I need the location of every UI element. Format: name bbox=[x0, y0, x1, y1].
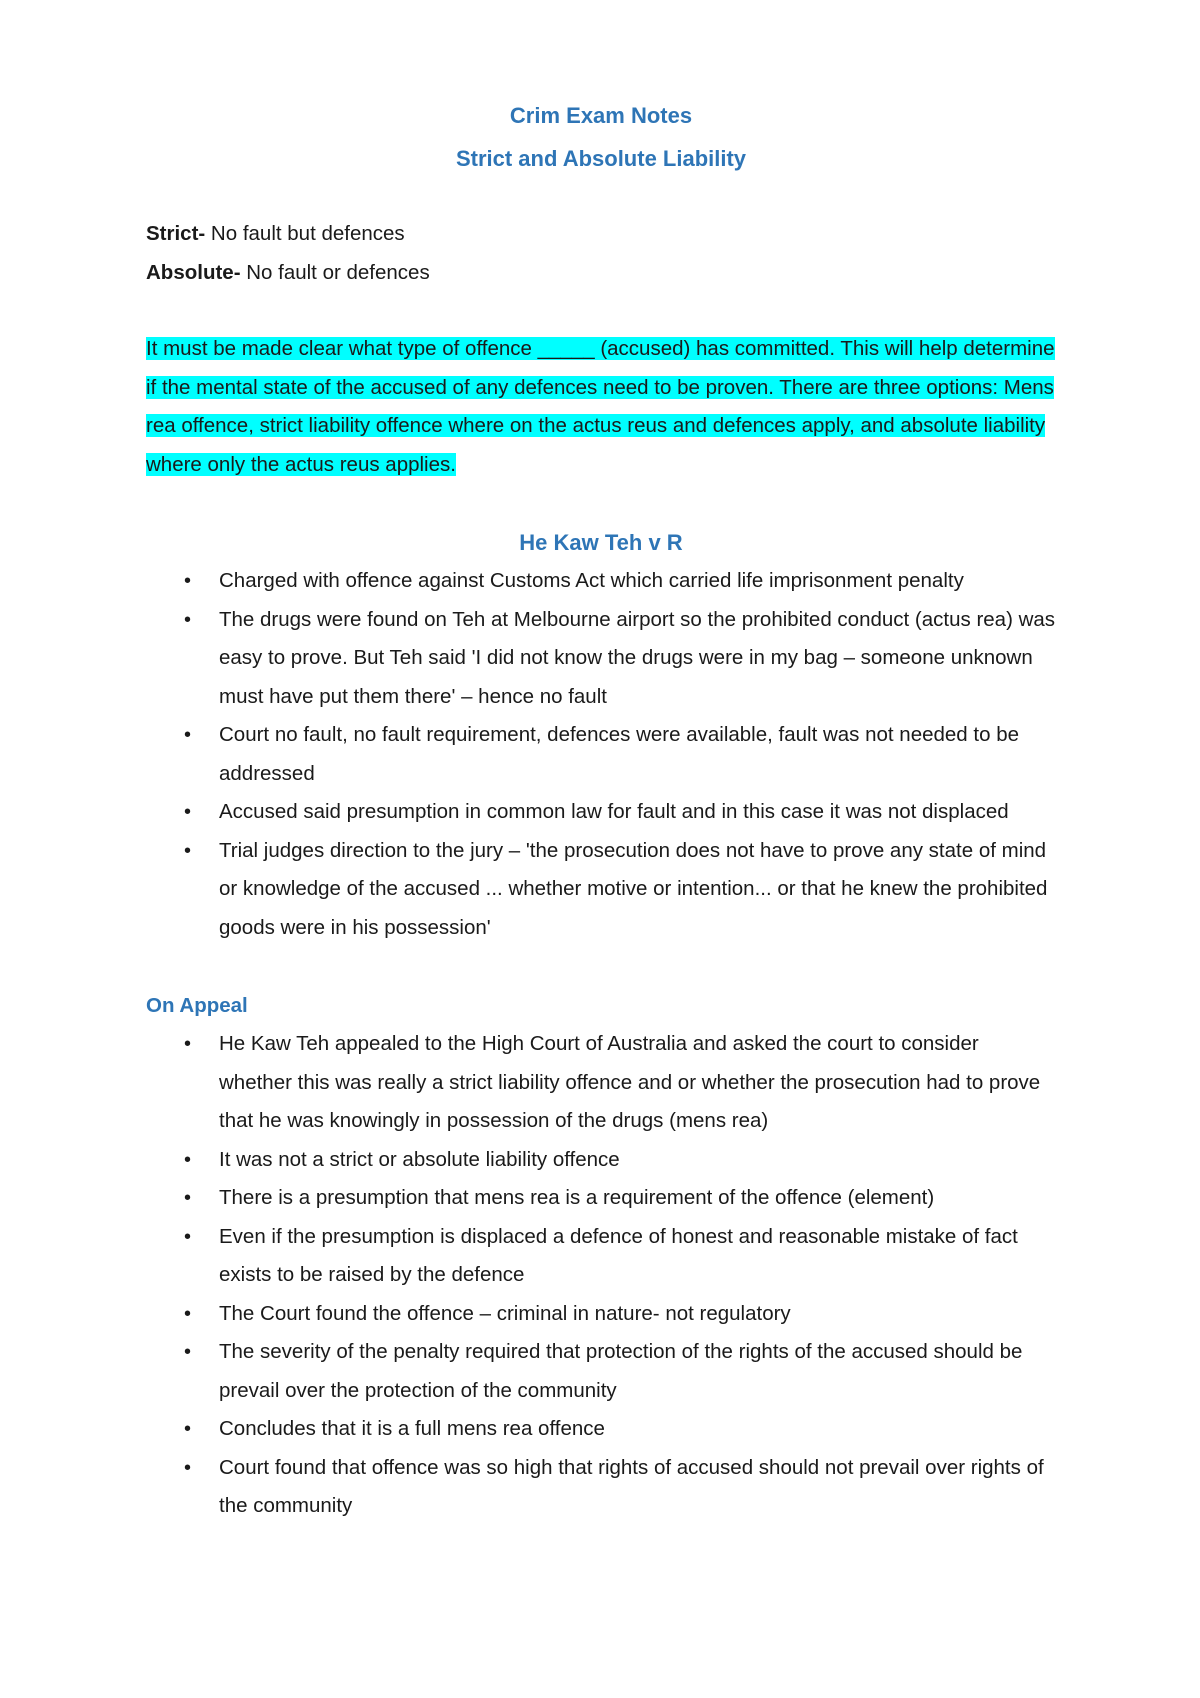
list-item bbox=[146, 601, 1056, 717]
list-item-text: The severity of the penalty required that protection of the rights of the accused should be prevail over the protection of the community bbox=[219, 1340, 1023, 1402]
list-item bbox=[146, 793, 1056, 832]
list-item bbox=[146, 1179, 1056, 1218]
bullet-icon: • bbox=[184, 608, 192, 631]
bullet-icon: • bbox=[184, 570, 192, 592]
list-item-text: It was not a strict or absolute liability offence bbox=[219, 1147, 620, 1171]
list-item-text: Court no fault, no fault requirement, defences were available, fault was not needed to be addressed bbox=[219, 723, 1020, 785]
list-item bbox=[146, 1333, 1056, 1410]
highlighted-text: It must be made clear what type of offence _____ (accused) has committed. This will help determine if the mental state of the accused of any defences need to be proven. There are three options: Mens rea offence, strict liability offence where on the actus reus and defences apply, and absolute liability where only the actus reus applies. bbox=[146, 337, 1055, 476]
list-item-text: Charged with offence against Customs Act which carried life imprisonment penalty bbox=[219, 569, 964, 592]
bullet-icon: • bbox=[184, 1148, 192, 1171]
case-bullet-list bbox=[146, 562, 1056, 947]
list-item-text: Concludes that it is a full mens rea offence bbox=[219, 1417, 605, 1440]
document-content bbox=[146, 96, 1056, 1526]
definition-absolute bbox=[146, 254, 1056, 293]
appeal-bullet-list bbox=[146, 1025, 1056, 1526]
definition-term: Absolute- bbox=[146, 260, 241, 284]
bullet-icon: • bbox=[184, 1456, 192, 1479]
case-heading: He Kaw Teh v R bbox=[519, 530, 683, 555]
bullet-icon: • bbox=[184, 839, 192, 862]
highlighted-paragraph bbox=[146, 330, 1056, 484]
list-item bbox=[146, 562, 1056, 601]
list-item-text: Even if the presumption is displaced a defence of honest and reasonable mistake of fact exists to be raised by the defence bbox=[219, 1224, 1018, 1286]
document-subtitle: Strict and Absolute Liability bbox=[455, 146, 747, 171]
bullet-icon: • bbox=[184, 1302, 192, 1325]
list-item bbox=[146, 1449, 1056, 1526]
document-title: Crim Exam Notes bbox=[509, 103, 693, 128]
bullet-icon: • bbox=[184, 1187, 192, 1209]
list-item-text: Court found that offence was so high that rights of accused should not prevail over rights of the community bbox=[219, 1455, 1044, 1517]
list-item-text: The drugs were found on Teh at Melbourne airport so the prohibited conduct (actus rea) was easy to prove. But Teh said 'I did not know the drugs were in my bag – someone unknown must have put them there' – hence no fault bbox=[219, 607, 1056, 708]
bullet-icon: • bbox=[184, 1225, 192, 1248]
list-item-text: Trial judges direction to the jury – 'the prosecution does not have to prove any state of mind or knowledge of the accused ... whether motive or intention... or that he knew the prohibited goods were in his possession' bbox=[219, 838, 1048, 939]
definition-text: No fault but defences bbox=[205, 222, 405, 245]
list-item bbox=[146, 832, 1056, 948]
bullet-icon: • bbox=[184, 1033, 192, 1055]
bullet-icon: • bbox=[184, 724, 192, 746]
list-item bbox=[146, 1295, 1056, 1334]
list-item bbox=[146, 1141, 1056, 1180]
bullet-icon: • bbox=[184, 1341, 192, 1363]
definition-term: Strict- bbox=[146, 222, 206, 245]
appeal-heading: On Appeal bbox=[146, 994, 248, 1017]
definition-text: No fault or defences bbox=[240, 260, 430, 284]
list-item-text: He Kaw Teh appealed to the High Court of Australia and asked the court to consider whether this was really a strict liability offence and or whether the prosecution had to prove that he was knowingly in possession of the drugs (mens rea) bbox=[219, 1032, 1041, 1132]
bullet-icon: • bbox=[184, 1418, 192, 1440]
definitions bbox=[146, 215, 1056, 292]
list-item-text: The Court found the offence – criminal in nature- not regulatory bbox=[219, 1301, 791, 1325]
bullet-icon: • bbox=[184, 801, 192, 823]
list-item-text: Accused said presumption in common law for fault and in this case it was not displaced bbox=[219, 800, 1009, 823]
list-item-text: There is a presumption that mens rea is a requirement of the offence (element) bbox=[219, 1186, 935, 1209]
list-item bbox=[146, 716, 1056, 793]
definition-strict bbox=[146, 215, 1056, 254]
list-item bbox=[146, 1410, 1056, 1449]
list-item bbox=[146, 1218, 1056, 1295]
list-item bbox=[146, 1025, 1056, 1141]
